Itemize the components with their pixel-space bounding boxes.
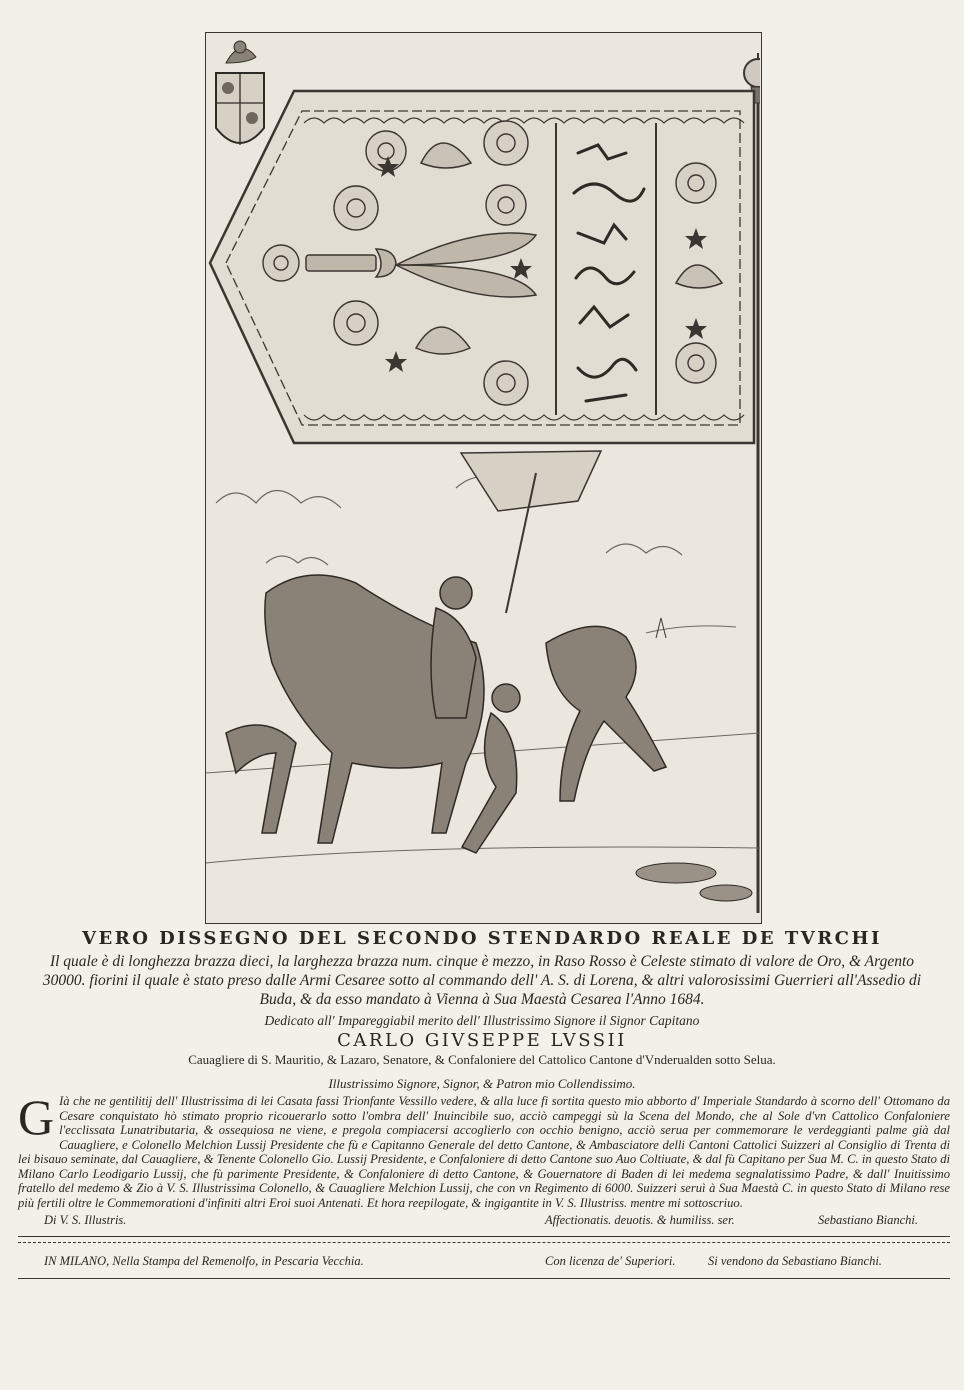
imprint-printer: Si vendono da Sebastiano Bianchi. — [708, 1254, 882, 1268]
imprint-license: Con licenza de' Superiori. — [545, 1254, 676, 1268]
letter-text: Ià che ne gentilitij dell' Illustrissima di lei Casata fassi Trionfante Vessillo vedere, & alla luce fi sortita questo mio abborto d' Imperiale Standardo à scorno dell' Ottomano da Cesare conquistato hò stimato proprio ricouerarlo sotto l'ombra dell' Inuincibile suo, acciò campeggi sù la Scena del Mondo, che al Sole d'vn Cattolico Confaloniere l'ecclissata Lunatributaria, & ossequiosa ne viene, e pregola compiacersi accoglierlo con occhio benigno, acciò serua per commemorare le verdeggianti palme già dal Cauagliere, e Colonello Melchion Lussij Presidente che fù e Capitanno Generale del detto Cantone, & Ambasciatore delli Cantoni Cattolici Suizzeri al Consiglio di Trenta di lei bisauo seminate, dal Cauagliere, & Tenente Colonello Gio. Lussij Presidente, e Confaloniere di detto Cantone suo Auo Coltiuate, & dal fù Capitano per Sua M. C. in questo Stato di Milano Carlo Leodigario Lussij, che fù parimente Presidente, & Confaloniere di detto Cantone, & Gouernatore di Baden di lei medema segnalatissimo Padre, & dall' Inuitissimo fratello del medemo & Zio à V. S. Illustrissima Colonello, & Cauagliere Melchion Lussij, che con vn Regimento di 6000. Suizzeri seruì à Sua Maestà C. in questo Stato di Milano rese più fertili oltre le Commemorationi d'infiniti altri Eroi suoi Antenati. Et hora reepilogate, & ingigantite in V. S. Illustriss. mentre mi sottoscriuo. — [18, 1094, 950, 1210]
signature-left: Di V. S. Illustris. — [44, 1213, 127, 1227]
engraving-illustration — [206, 33, 760, 922]
dedicatee-honors: Cauagliere di S. Mauritio, & Lazaro, Senatore, & Confaloniere del Cattolico Cantone d'Vnderualden sotto Selua. — [188, 1052, 776, 1067]
signature-row — [0, 1213, 964, 1233]
rule-dashed — [18, 1242, 950, 1243]
dedication-line: Dedicato all' Impareggiabil merito dell' Illustrissimo Signore il Signor Capitano — [264, 1013, 700, 1028]
print-description: Il quale è di longhezza brazza dieci, la larghezza brazza num. cinque è mezzo, in Raso Rosso è Celeste stimato di valore de Oro, & Argento 30000. fiorini il quale è stato preso dalle Armi Cesaree sotto al commando dell' A. S. di Lorena, & altri valorosissimi Guerrieri all'Assedio di Buda, & da esso mandato à Vienna à Sua Maestà Cesarea l'Anno 1684. — [42, 953, 922, 1008]
dedicatee-name: CARLO GIVSEPPE LVSSII — [337, 1030, 627, 1051]
drop-cap: G — [18, 1089, 55, 1145]
imprint-place: IN MILANO, Nella Stampa del Remenolfo, in Pescaria Vecchia. — [44, 1254, 364, 1268]
signature-right: Sebastiano Bianchi. — [818, 1213, 918, 1227]
dedication-letter — [18, 1089, 950, 1210]
imprint-row — [0, 1254, 964, 1274]
signature-middle: Affectionatis. deuotis. & humiliss. ser. — [545, 1213, 735, 1227]
rule-top — [18, 1236, 950, 1237]
salutation: Illustrissimo Signore, Signor, & Patron mio Collendissimo. — [328, 1076, 636, 1091]
rule-bottom — [18, 1278, 950, 1279]
print-title: VERO DISSEGNO DEL SECONDO STENDARDO REALE DE TVRCHI — [82, 928, 882, 949]
coat-of-arms-icon — [206, 33, 274, 163]
engraving-plate — [205, 32, 762, 924]
